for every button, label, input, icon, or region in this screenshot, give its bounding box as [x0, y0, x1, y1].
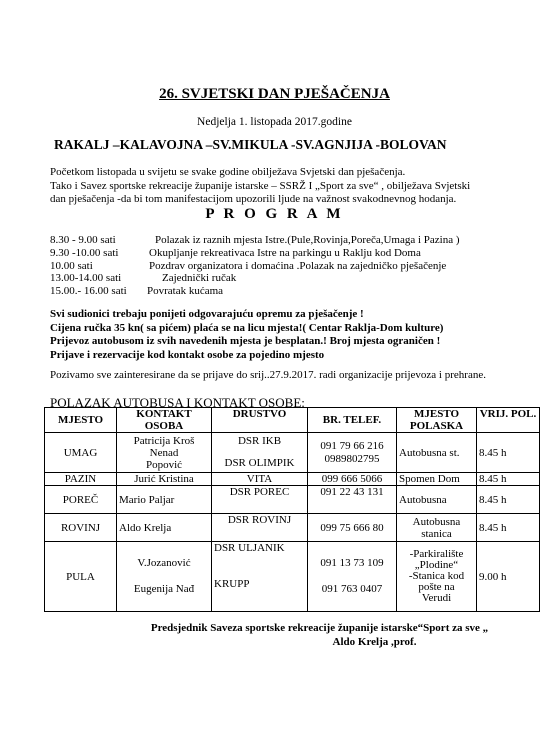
cell-kontakt: Jurić Kristina: [117, 473, 212, 486]
cell-polazak: Autobusna: [397, 486, 477, 514]
route: RAKALJ –KALAVOJNA –SV.MIKULA -SV.AGNJIJA -BOLOVAN: [54, 137, 447, 152]
cell-polazak: Spomen Dom: [397, 473, 477, 486]
schedule-time: 8.30 - 9.00 sati: [50, 234, 116, 246]
table-heading: POLAZAK AUTOBUSA I KONTAKT OSOBE:: [50, 395, 305, 410]
cell-drustvo: VITA: [212, 473, 308, 486]
note-line: Prijevoz autobusom iz svih navedenih mjesta je besplatan.! Broj mjesta ograničen !: [50, 335, 441, 347]
schedule-text: Pozdrav organizatora i domaćina .Polazak na zajedničko pješačenje: [149, 260, 447, 272]
table-row: [45, 542, 540, 612]
cell-mjesto: UMAG: [45, 433, 117, 473]
cell-kontakt: Mario Paljar: [117, 486, 212, 514]
intro-line: Tako i Savez sportske rekreacije županije istarske – SSRŽ I „Sport za sve“ , obilježava Svjetski: [50, 179, 471, 192]
intro-paragraph: [50, 166, 470, 207]
table-row: [45, 514, 540, 542]
document-title: 26. SVJETSKI DAN PJEŠAČENJA: [159, 86, 390, 102]
table-row: [45, 473, 540, 486]
header-vrijeme: VRIJ. POL.: [477, 408, 540, 433]
signature-line: Predsjednik Saveza sportske rekreacije županije istarske“Sport za sve „: [150, 622, 489, 634]
table-header-row: [45, 408, 540, 433]
cell-polazak: Autobusna stanica: [397, 514, 477, 542]
header-drustvo: DRUSTVO: [212, 408, 308, 433]
cell-telefon: 099 75 666 80: [308, 514, 397, 542]
signature-name: Aldo Krelja ,prof.: [332, 635, 417, 648]
signature: [0, 622, 549, 649]
cell-vrijeme: 8.45 h: [477, 514, 540, 542]
schedule-text: Polazak iz raznih mjesta Istre.(Pule,Rovinja,Poreča,Umaga i Pazina ): [155, 234, 460, 246]
cell-telefon: 091 13 73 109 091 763 0407: [308, 542, 397, 612]
table-row: [45, 433, 540, 473]
intro-line: Početkom listopada u svijetu se svake godine obilježava Svjetski dan pješačenja.: [50, 166, 406, 178]
cell-kontakt: Aldo Krelja: [117, 514, 212, 542]
cell-telefon: 099 666 5066: [308, 473, 397, 486]
schedule-text: Povratak kućama: [147, 285, 224, 297]
intro-line: dan pješačenja -da bi tom manifestacijom upozorili ljude na važnost svakodnevnog hodanja.: [50, 193, 457, 205]
cell-telefon: 091 22 43 131: [308, 486, 397, 514]
cell-drustvo: DSR ROVINJ: [212, 514, 308, 542]
cell-polazak: -Parkiralište „Plodine“ -Stanica kod pošte na Verudi: [397, 542, 477, 612]
cell-kontakt: V.Jozanović Eugenija Nađ: [117, 542, 212, 612]
schedule-text: Zajednički ručak: [162, 272, 237, 284]
program-heading: P R O G R A M: [205, 206, 344, 222]
invitation: Pozivamo sve zainteresirane da se prijave do srij..27.9.2017. radi organizacije prijevoza i prehrane.: [50, 369, 486, 381]
cell-vrijeme: 8.45 h: [477, 433, 540, 473]
cell-mjesto: POREČ: [45, 486, 117, 514]
schedule-time: 15.00.- 16.00 sati: [50, 285, 127, 297]
cell-vrijeme: 8.45 h: [477, 473, 540, 486]
header-polazak: MJESTO POLASKA: [397, 408, 477, 433]
cell-vrijeme: 8.45 h: [477, 486, 540, 514]
header-telefon: BR. TELEF.: [308, 408, 397, 433]
schedule-time: 9.30 -10.00 sati: [50, 247, 119, 259]
schedule-time: 10.00 sati: [50, 260, 93, 272]
cell-vrijeme: 9.00 h: [477, 542, 540, 612]
cell-mjesto: PULA: [45, 542, 117, 612]
schedule-text: Okupljanje rekreativaca Istre na parkingu u Raklju kod Doma: [149, 247, 421, 259]
cell-telefon: 091 79 66 216 0989802795: [308, 433, 397, 473]
cell-mjesto: PAZIN: [45, 473, 117, 486]
departure-table: [44, 407, 540, 612]
cell-kontakt: Patricija Kroš Nenad Popović: [117, 433, 212, 473]
event-date: Nedjelja 1. listopada 2017.godine: [197, 116, 352, 128]
cell-polazak: Autobusna st.: [397, 433, 477, 473]
notes: [50, 308, 443, 362]
header-kontakt: KONTAKT OSOBA: [117, 408, 212, 433]
note-line: Prijave i rezervacije kod kontakt osobe za pojedino mjesto: [50, 348, 325, 361]
schedule-time: 13.00-14.00 sati: [50, 272, 122, 284]
cell-drustvo: DSR POREC: [212, 486, 308, 514]
header-mjesto: MJESTO: [45, 408, 117, 433]
cell-drustvo: DSR IKB DSR OLIMPIK: [212, 433, 308, 473]
table-row: [45, 486, 540, 514]
cell-mjesto: ROVINJ: [45, 514, 117, 542]
cell-drustvo: DSR ULJANIK KRUPP: [212, 542, 308, 612]
note-line: Svi sudionici trebaju ponijeti odgovarajuću opremu za pješačenje !: [50, 308, 364, 320]
note-line: Cijena ručka 35 kn( sa pićem) plaća se na licu mjesta!( Centar Raklja-Dom kulture): [50, 321, 444, 334]
